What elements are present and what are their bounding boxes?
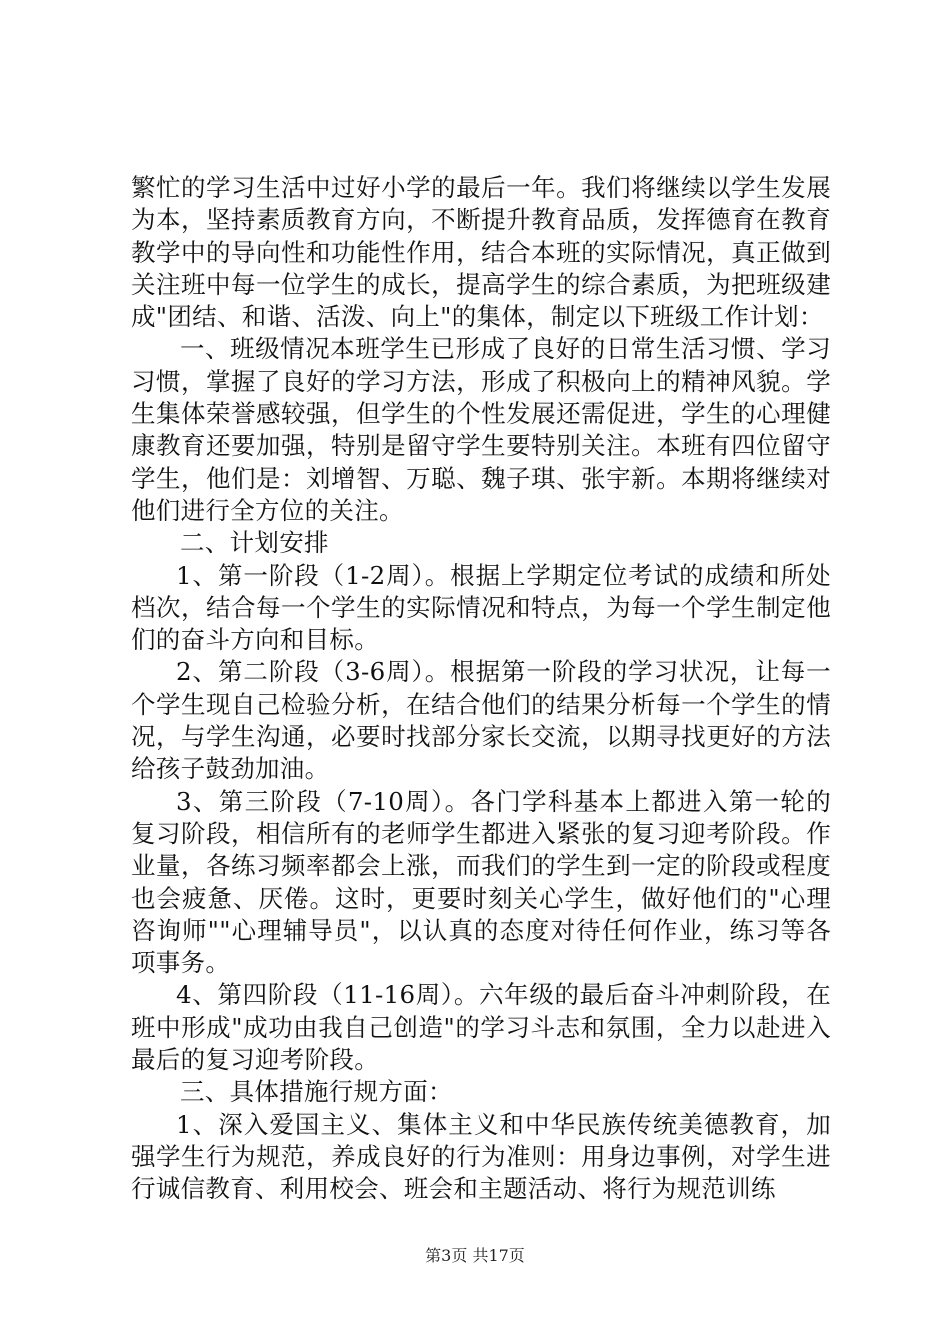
- document-body: [131, 172, 831, 1206]
- paragraph-stage-4: 4、第四阶段（11-16周）。六年级的最后奋斗冲刺阶段，在班中形成"成功由我自己创造"的学习斗志和氛围，全力以赴进入最后的复习迎考阶段。: [131, 980, 831, 1075]
- paragraph-stage-1: 1、第一阶段（1-2周）。根据上学期定位考试的成绩和所处档次，结合每一个学生的实际情况和特点，为每一个学生制定他们的奋斗方向和目标。: [131, 560, 831, 655]
- page-number-footer: 第3页 共17页: [425, 1246, 525, 1265]
- paragraph-stage-3: 3、第三阶段（7-10周）。各门学科基本上都进入第一轮的复习阶段，相信所有的老师学生都进入紧张的复习迎考阶段。作业量，各练习频率都会上涨，而我们的学生到一定的阶段或程度也会疲惫、厌倦。这时，更要时刻关心学生，做好他们的"心理咨询师""心理辅导员"，以认真的态度对待任何作业，练习等各项事务。: [131, 786, 831, 978]
- heading-plan-arrangement: 二、计划安排: [180, 528, 329, 558]
- paragraph-stage-2: 2、第二阶段（3-6周）。根据第一阶段的学习状况，让每一个学生现自己检验分析，在结合他们的结果分析每一个学生的情况，与学生沟通，必要时找部分家长交流，以期寻找更好的方法给孩子鼓劲加油。: [131, 657, 831, 784]
- heading-specific-measures: 三、具体措施行规方面：: [180, 1077, 453, 1107]
- paragraph-class-situation: 一、班级情况本班学生已形成了良好的日常生活习惯、学习习惯，掌握了良好的学习方法，形成了积极向上的精神风貌。学生集体荣誉感较强，但学生的个性发展还需促进，学生的心理健康教育还要加强，特别是留守学生要特别关注。本班有四位留守学生，他们是：刘增智、万聪、魏子琪、张宇新。本期将继续对他们进行全方位的关注。: [131, 334, 831, 525]
- paragraph-intro: 繁忙的学习生活中过好小学的最后一年。我们将继续以学生发展为本，坚持素质教育方向，不断提升教育品质，发挥德育在教育教学中的导向性和功能性作用，结合本班的实际情况，真正做到关注班中每一位学生的成长，提高学生的综合素质，为把班级建成"团结、和谐、活泼、向上"的集体，制定以下班级工作计划：: [131, 173, 831, 332]
- paragraph-measure-1: 1、深入爱国主义、集体主义和中华民族传统美德教育，加强学生行为规范，养成良好的行为准则：用身边事例，对学生进行诚信教育、利用校会、班会和主题活动、将行为规范训练: [131, 1109, 831, 1204]
